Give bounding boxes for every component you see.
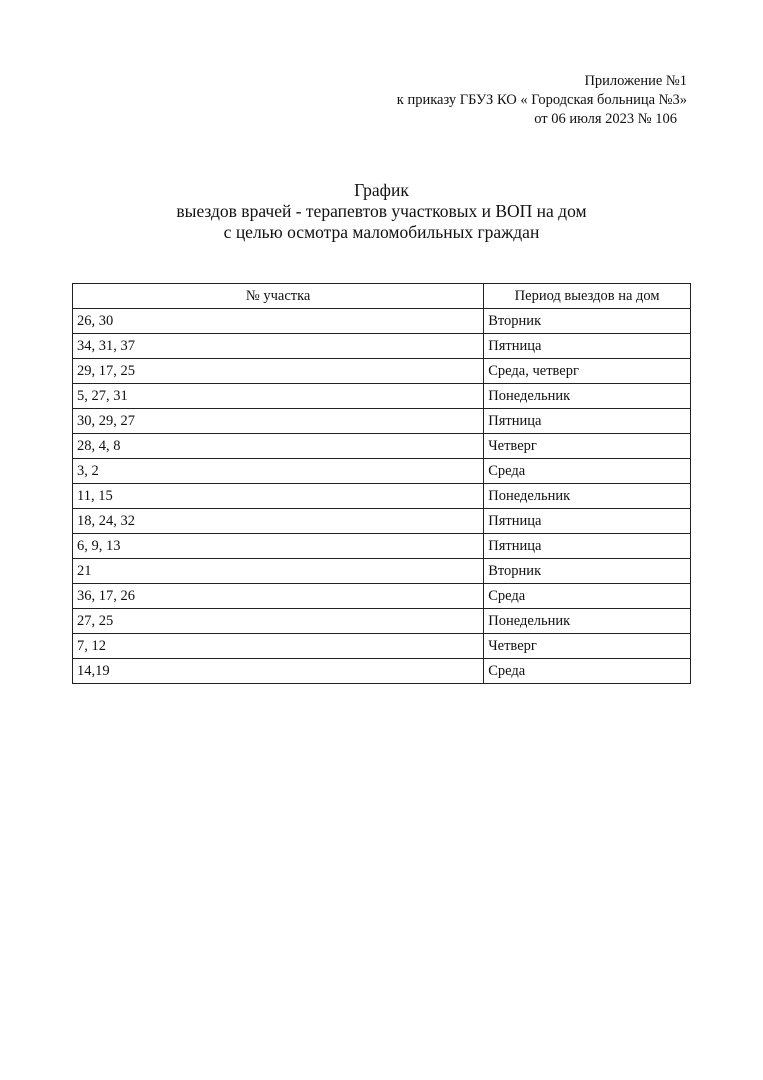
table-row xyxy=(73,534,691,559)
table-row xyxy=(73,509,691,534)
visit-day-cell: Среда xyxy=(484,459,691,484)
header-district-number: № участка xyxy=(73,284,484,309)
appendix-header xyxy=(397,72,687,129)
table-row xyxy=(73,434,691,459)
visit-day-cell: Четверг xyxy=(484,434,691,459)
document-title xyxy=(0,180,763,243)
table-row xyxy=(73,584,691,609)
district-numbers-cell: 34, 31, 37 xyxy=(73,334,484,359)
visit-day-cell: Пятница xyxy=(484,509,691,534)
schedule-table xyxy=(72,283,691,684)
district-numbers-cell: 3, 2 xyxy=(73,459,484,484)
district-numbers-cell: 11, 15 xyxy=(73,484,484,509)
visit-day-cell: Пятница xyxy=(484,534,691,559)
table-row xyxy=(73,459,691,484)
table-row xyxy=(73,384,691,409)
title-line-1: График xyxy=(354,180,409,200)
visit-day-cell: Вторник xyxy=(484,309,691,334)
table-row xyxy=(73,659,691,684)
district-numbers-cell: 21 xyxy=(73,559,484,584)
title-line-3: с целью осмотра маломобильных граждан xyxy=(223,222,540,242)
appendix-order-date: от 06 июля 2023 № 106 xyxy=(534,111,677,127)
visit-day-cell: Среда xyxy=(484,584,691,609)
visit-day-cell: Четверг xyxy=(484,634,691,659)
district-numbers-cell: 5, 27, 31 xyxy=(73,384,484,409)
visit-day-cell: Пятница xyxy=(484,334,691,359)
header-visit-period: Период выездов на дом xyxy=(484,284,691,309)
district-numbers-cell: 27, 25 xyxy=(73,609,484,634)
visit-day-cell: Понедельник xyxy=(484,609,691,634)
district-numbers-cell: 14,19 xyxy=(73,659,484,684)
district-numbers-cell: 30, 29, 27 xyxy=(73,409,484,434)
visit-day-cell: Понедельник xyxy=(484,484,691,509)
table-row xyxy=(73,359,691,384)
district-numbers-cell: 7, 12 xyxy=(73,634,484,659)
table-row xyxy=(73,634,691,659)
table-row xyxy=(73,309,691,334)
appendix-number: Приложение №1 xyxy=(584,73,687,89)
district-numbers-cell: 26, 30 xyxy=(73,309,484,334)
district-numbers-cell: 36, 17, 26 xyxy=(73,584,484,609)
district-numbers-cell: 18, 24, 32 xyxy=(73,509,484,534)
appendix-order-reference: к приказу ГБУЗ КО « Городская больница №3» xyxy=(396,92,687,108)
table-row xyxy=(73,559,691,584)
visit-day-cell: Пятница xyxy=(484,409,691,434)
visit-day-cell: Вторник xyxy=(484,559,691,584)
title-line-2: выездов врачей - терапевтов участковых и ВОП на дом xyxy=(176,201,587,221)
table-row xyxy=(73,409,691,434)
table-row xyxy=(73,484,691,509)
visit-day-cell: Среда, четверг xyxy=(484,359,691,384)
district-numbers-cell: 28, 4, 8 xyxy=(73,434,484,459)
table-row xyxy=(73,609,691,634)
visit-day-cell: Среда xyxy=(484,659,691,684)
district-numbers-cell: 6, 9, 13 xyxy=(73,534,484,559)
visit-day-cell: Понедельник xyxy=(484,384,691,409)
district-numbers-cell: 29, 17, 25 xyxy=(73,359,484,384)
table-row xyxy=(73,334,691,359)
table-header-row xyxy=(73,284,691,309)
